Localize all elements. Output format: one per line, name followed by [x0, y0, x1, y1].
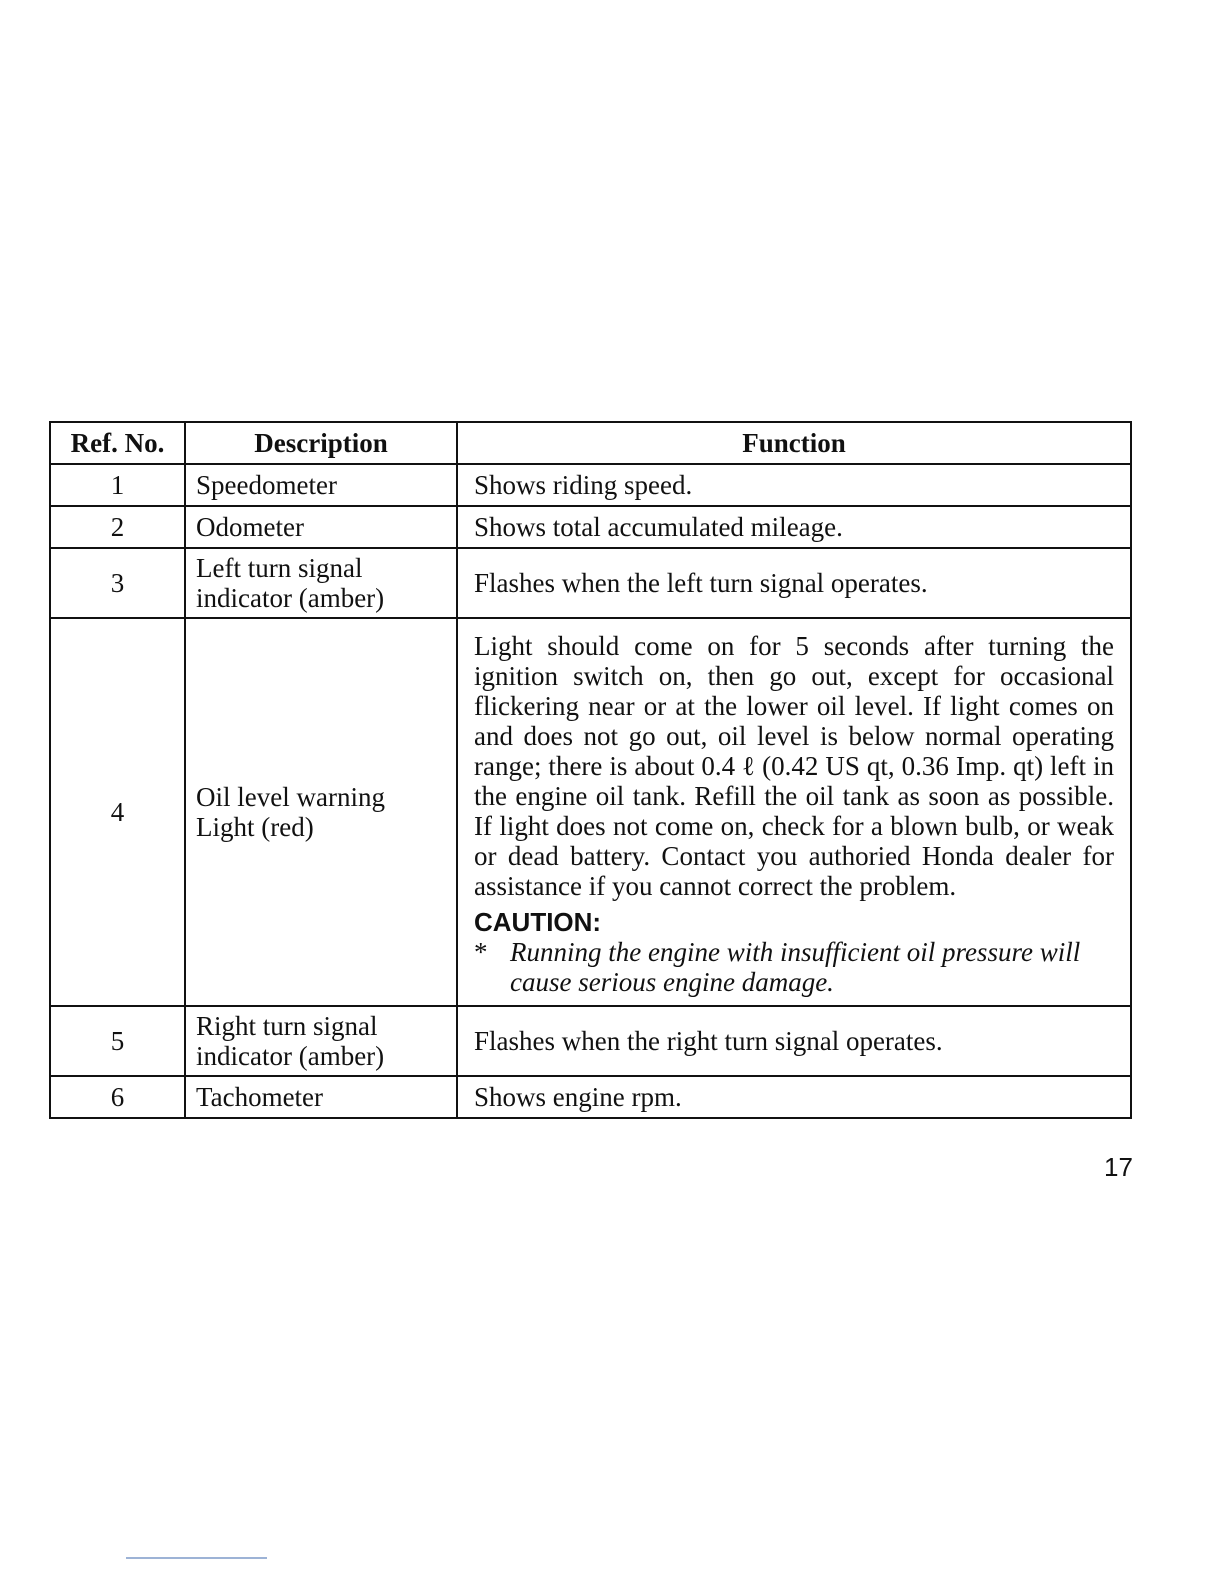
footer-divider [126, 1557, 267, 1559]
description-line: indicator (amber) [196, 583, 385, 613]
table-row [50, 506, 1131, 548]
function-cell: Shows engine rpm. [457, 1076, 1131, 1118]
table-header-row [50, 422, 1131, 464]
function-cell: Shows riding speed. [457, 464, 1131, 506]
description-cell [185, 1006, 457, 1076]
table-row-oil-warning [50, 618, 1131, 1006]
oil-warning-paragraph: Light should come on for 5 seconds after turning the ignition switch on, then go out, except for occasional flickering near or at the lower oil level. If light comes on and does not go out, oil level is below normal operating range; there is about 0.4 ℓ (0.42 US qt, 0.36 Imp. qt) left in the engine oil tank. Refill the oil tank as soon as possible. If light does not come on, check for a blown bulb, or weak or dead battery. Contact you authoried Honda dealer for assistance if you cannot correct the problem. [474, 631, 1114, 901]
ref-cell: 2 [50, 506, 185, 548]
description-cell: Speedometer [185, 464, 457, 506]
table-row [50, 464, 1131, 506]
caution-heading: CAUTION: [474, 907, 602, 937]
description-line: Oil level warning [196, 782, 385, 812]
description-line: indicator (amber) [196, 1041, 385, 1071]
description-cell [185, 548, 457, 618]
description-line: Left turn signal [196, 553, 363, 583]
function-cell [457, 618, 1131, 1006]
indicator-function-table [49, 421, 1132, 1119]
function-cell: Flashes when the right turn signal operates. [457, 1006, 1131, 1076]
ref-cell: 5 [50, 1006, 185, 1076]
ref-cell: 6 [50, 1076, 185, 1118]
table-row [50, 1076, 1131, 1118]
ref-cell: 4 [50, 618, 185, 1006]
ref-cell: 1 [50, 464, 185, 506]
caution-item [474, 937, 1114, 997]
header-ref-no: Ref. No. [50, 422, 185, 464]
function-cell: Flashes when the left turn signal operates. [457, 548, 1131, 618]
description-line: Right turn signal [196, 1011, 378, 1041]
description-line: Light (red) [196, 812, 314, 842]
caution-text: Running the engine with insufficient oil pressure will cause serious engine damage. [510, 937, 1081, 997]
table-row [50, 548, 1131, 618]
header-description: Description [185, 422, 457, 464]
ref-cell: 3 [50, 548, 185, 618]
table-row [50, 1006, 1131, 1076]
header-function: Function [457, 422, 1131, 464]
description-cell [185, 618, 457, 1006]
description-cell: Odometer [185, 506, 457, 548]
description-cell: Tachometer [185, 1076, 457, 1118]
function-cell: Shows total accumulated mileage. [457, 506, 1131, 548]
page-number: 17 [1104, 1152, 1133, 1182]
asterisk-bullet: * [474, 937, 488, 967]
